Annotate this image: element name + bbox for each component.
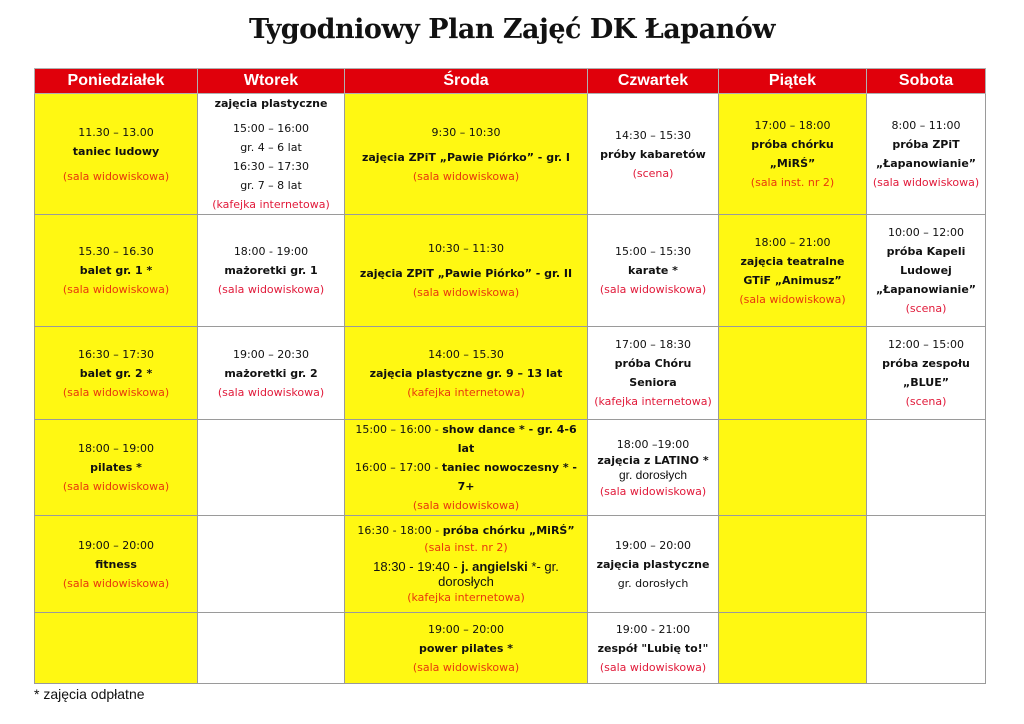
- activity: balet gr. 2 *: [79, 366, 153, 380]
- activity: karate *: [628, 264, 678, 277]
- cell-saturday: [867, 215, 986, 327]
- time: 18:00 –19:00: [616, 437, 690, 451]
- location: (kafejka internetowa): [594, 395, 712, 408]
- time: 18:30 - 19:40 -: [373, 559, 462, 574]
- cell-monday: [35, 215, 198, 327]
- footnote: * zajęcia odpłatne: [34, 686, 145, 702]
- cell-monday: [35, 327, 198, 420]
- time: 8:00 – 11:00: [891, 119, 961, 132]
- cell-thursday: [588, 94, 719, 215]
- activity-name: „Łapanowianie”: [875, 283, 977, 296]
- cell-wednesday: [345, 420, 588, 516]
- activity-name: „Łapanowianie”: [875, 157, 977, 170]
- time: 15.30 – 16.30: [78, 245, 154, 258]
- cell-monday: [35, 94, 198, 215]
- location: (sala widowiskowa): [599, 283, 707, 296]
- activity: próba Kapeli: [886, 245, 966, 258]
- group: gr. dorosłych: [618, 467, 688, 482]
- location: (sala widowiskowa): [62, 169, 170, 183]
- location: (sala widowiskowa): [739, 292, 846, 306]
- activity-line: [347, 522, 585, 539]
- cell-monday: [35, 420, 198, 516]
- cell-saturday: [867, 94, 986, 215]
- activity: show dance * - gr. 4-6 lat: [442, 423, 577, 455]
- time: 17:00 – 18:00: [754, 119, 831, 132]
- location: (sala widowiskowa): [62, 283, 170, 296]
- activity: próba chórku: [751, 138, 834, 151]
- location: (kafejka internetowa): [212, 198, 330, 211]
- table-row: [35, 327, 986, 420]
- activity: zajęcia ZPiT „Pawie Piórko” - gr. I: [361, 150, 571, 164]
- cell-thursday: [588, 215, 719, 327]
- cell-wednesday: [345, 215, 588, 327]
- activity-line: [347, 420, 585, 458]
- location: (sala widowiskowa): [599, 484, 707, 498]
- activity: zespół "Lubię to!": [597, 641, 709, 655]
- time: 17:00 – 18:30: [615, 338, 691, 351]
- cell-tuesday-empty: [198, 613, 345, 684]
- location: (scena): [905, 395, 947, 408]
- table-row: [35, 215, 986, 327]
- location: (sala widowiskowa): [412, 286, 520, 299]
- activity-name: „MiRŚ”: [769, 157, 816, 170]
- time: 18:00 – 21:00: [754, 235, 831, 249]
- time: 14:30 – 15:30: [615, 128, 691, 142]
- group: gr. 7 – 8 lat: [240, 179, 302, 192]
- header-row: [35, 69, 986, 94]
- time: 10:00 – 12:00: [888, 226, 964, 239]
- activity: balet gr. 1 *: [79, 264, 153, 277]
- activity: próba Chóru Seniora: [614, 357, 692, 389]
- cell-thursday: [588, 516, 719, 613]
- cell-saturday-empty: [867, 516, 986, 613]
- location: (scena): [632, 166, 674, 180]
- time: 19:00 – 20:00: [615, 538, 691, 552]
- time: 11.30 – 13.00: [78, 125, 154, 139]
- table-row: [35, 420, 986, 516]
- activity-name: „BLUE”: [903, 376, 949, 389]
- location: (sala widowiskowa): [62, 480, 170, 493]
- location: (kafejka internetowa): [407, 591, 525, 604]
- activity: mażoretki gr. 2: [224, 366, 318, 380]
- activity-line: [347, 458, 585, 496]
- time: 16:00 – 17:00 -: [355, 461, 442, 474]
- activity: zajęcia z LATINO *: [597, 453, 709, 467]
- group: gr. 4 – 6 lat: [240, 141, 302, 154]
- cell-thursday: [588, 327, 719, 420]
- activity: zajęcia plastyczne gr. 9 – 13 lat: [369, 366, 563, 380]
- cell-friday: [719, 215, 867, 327]
- activity: zajęcia plastyczne: [596, 557, 710, 571]
- activity: próby kabaretów: [600, 147, 706, 161]
- location: (sala widowiskowa): [599, 660, 707, 674]
- cell-thursday: [588, 420, 719, 516]
- table-row: [35, 516, 986, 613]
- time: 15:00 – 16:00 -: [355, 423, 443, 436]
- day-header-saturday: Sobota: [867, 69, 986, 94]
- location: (sala widowiskowa): [62, 385, 170, 399]
- cell-friday-empty: [719, 516, 867, 613]
- activity: j. angielski: [461, 559, 528, 574]
- cell-tuesday: [198, 215, 345, 327]
- location: (sala widowiskowa): [217, 283, 325, 296]
- table-row: [35, 94, 986, 215]
- location: (sala widowiskowa): [217, 385, 325, 399]
- day-header-tuesday: Wtorek: [198, 69, 345, 94]
- cell-saturday-empty: [867, 420, 986, 516]
- cell-monday: [35, 516, 198, 613]
- activity: taniec ludowy: [72, 144, 160, 158]
- schedule-table: [34, 68, 986, 684]
- activity: fitness: [95, 557, 137, 571]
- cell-wednesday: [345, 94, 588, 215]
- time: 15:00 – 16:00: [233, 122, 309, 135]
- cell-tuesday: [198, 94, 345, 215]
- location: (kafejka internetowa): [407, 385, 525, 399]
- activity: taniec nowoczesny * - 7+: [441, 461, 577, 493]
- time: 16:30 – 17:30: [233, 160, 309, 173]
- activity: próba chórku „MiRŚ”: [442, 524, 575, 537]
- location: (sala widowiskowa): [412, 169, 520, 183]
- cell-saturday-empty: [867, 613, 986, 684]
- cell-wednesday: [345, 516, 588, 613]
- activity-name: Ludowej: [900, 264, 952, 277]
- cell-monday-empty: [35, 613, 198, 684]
- cell-friday: [719, 94, 867, 215]
- activity: power pilates *: [419, 641, 513, 655]
- group: *- gr. dorosłych: [438, 559, 559, 589]
- time: 19:00 - 21:00: [615, 622, 691, 636]
- activity: pilates *: [90, 461, 142, 474]
- time: 15:00 – 15:30: [615, 245, 691, 258]
- cell-tuesday-empty: [198, 516, 345, 613]
- time: 18:00 – 19:00: [78, 442, 154, 455]
- activity: zajęcia ZPiT „Pawie Piórko” - gr. II: [359, 267, 573, 280]
- day-header-wednesday: Środa: [345, 69, 588, 94]
- cell-saturday: [867, 327, 986, 420]
- activity: próba ZPiT: [892, 138, 960, 151]
- cell-friday-empty: [719, 420, 867, 516]
- time: 9:30 – 10:30: [431, 125, 501, 139]
- time: 16:30 – 17:30: [78, 347, 154, 361]
- activity: mażoretki gr. 1: [224, 264, 318, 277]
- location: (sala inst. nr 2): [424, 541, 508, 554]
- location: (sala widowiskowa): [412, 499, 520, 512]
- cell-wednesday: [345, 327, 588, 420]
- cell-friday-empty: [719, 613, 867, 684]
- time: 10:30 – 11:30: [428, 242, 504, 255]
- group: gr. dorosłych: [617, 576, 689, 590]
- location: (sala inst. nr 2): [750, 176, 835, 189]
- time: 16:30 - 18:00 -: [357, 524, 443, 537]
- time: 19:00 – 20:30: [233, 347, 309, 361]
- cell-tuesday: [198, 327, 345, 420]
- activity: zajęcia plastyczne: [214, 97, 328, 110]
- page-title: Tygodniowy Plan Zajęć DK Łapanów: [248, 14, 776, 45]
- location: (sala widowiskowa): [62, 576, 170, 590]
- day-header-friday: Piątek: [719, 69, 867, 94]
- time: 18:00 - 19:00: [233, 245, 309, 258]
- cell-friday-empty: [719, 327, 867, 420]
- cell-thursday: [588, 613, 719, 684]
- time: 19:00 – 20:00: [78, 538, 154, 552]
- time: 19:00 – 20:00: [428, 622, 504, 636]
- cell-wednesday: [345, 613, 588, 684]
- activity: próba zespołu: [882, 357, 970, 370]
- location: (sala widowiskowa): [872, 176, 980, 189]
- activity: zajęcia teatralne: [740, 254, 845, 268]
- day-header-monday: Poniedziałek: [35, 69, 198, 94]
- cell-tuesday-empty: [198, 420, 345, 516]
- location: (sala widowiskowa): [412, 660, 520, 674]
- time: 14:00 – 15.30: [428, 347, 504, 361]
- table-row: [35, 613, 986, 684]
- day-header-thursday: Czwartek: [588, 69, 719, 94]
- location: (scena): [905, 302, 947, 315]
- activity-name: GTiF „Animusz”: [743, 273, 842, 287]
- time: 12:00 – 15:00: [888, 338, 964, 351]
